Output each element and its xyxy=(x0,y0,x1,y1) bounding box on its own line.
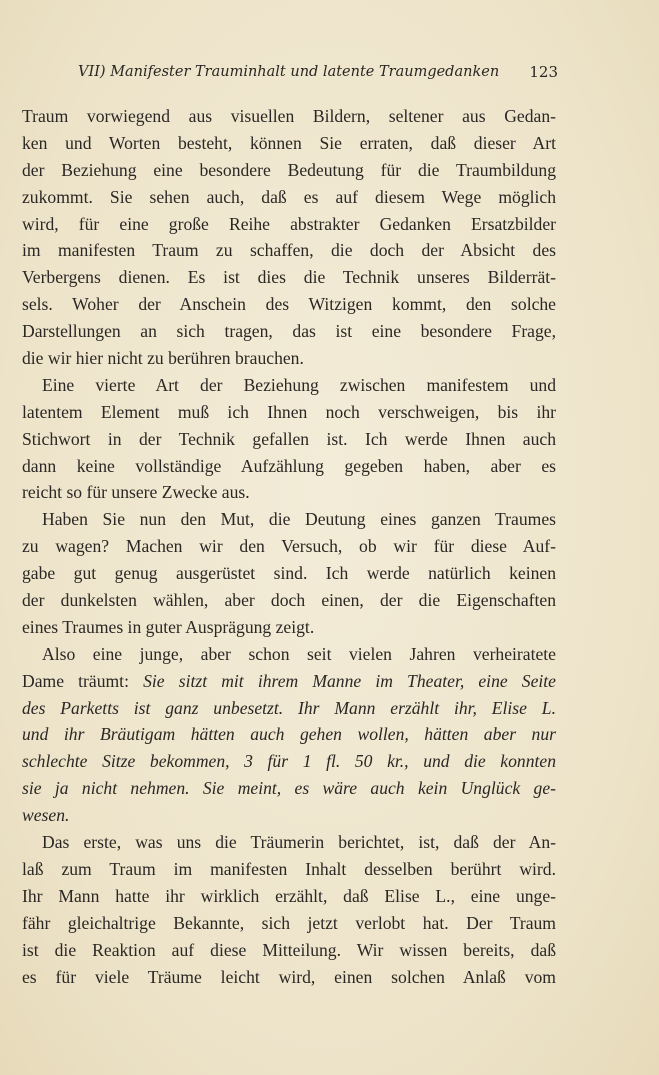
paragraph xyxy=(22,829,556,990)
text-line: laß zum Traum im manifesten Inhalt desselben berührt wird. xyxy=(22,858,556,879)
text-line: Verbergens dienen. Es ist dies die Technik unseres Bilderrät- xyxy=(22,267,556,288)
text-line: Das erste, was uns die Träumerin berichtet, ist, daß der An- xyxy=(42,832,556,853)
text-line: dann keine vollständige Aufzählung gegeben haben, aber es xyxy=(22,455,556,476)
text-line: der Beziehung eine besondere Bedeutung für die Traumbildung xyxy=(22,159,556,180)
paragraph xyxy=(22,103,556,372)
text-line: gabe gut genug ausgerüstet sind. Ich werde natürlich keinen xyxy=(22,563,556,584)
text-line: reicht so für unsere Zwecke aus. xyxy=(22,482,250,503)
text-line: Ihr Mann hatte ihr wirklich erzählt, daß Elise L., eine unge- xyxy=(22,885,556,906)
italic-line: des Parketts ist ganz unbesetzt. Ihr Mann erzählt ihr, Elise L. xyxy=(22,697,556,718)
text-line: die wir hier nicht zu berühren brauchen. xyxy=(22,348,304,369)
running-head-title: VII) Manifester Trauminhalt und latente Traumgedanken xyxy=(78,64,500,80)
italic-line: und ihr Bräutigam hätten auch gehen wollen, hätten aber nur xyxy=(22,724,556,745)
text-line: es für viele Träume leicht wird, einen solchen Anlaß vom xyxy=(22,966,556,987)
text-line: zu wagen? Machen wir den Versuch, ob wir für diese Auf- xyxy=(22,536,556,557)
text-line: Stichwort in der Technik gefallen ist. Ich werde Ihnen auch xyxy=(22,428,556,449)
text-line: latentem Element muß ich Ihnen noch verschweigen, bis ihr xyxy=(22,401,556,422)
text-line: wird, für eine große Reihe abstrakter Gedanken Ersatzbilder xyxy=(22,213,556,234)
text-line: zukommt. Sie sehen auch, daß es auf diesem Wege möglich xyxy=(22,186,556,207)
text-line: der dunkelsten wählen, aber doch einen, der die Eigenschaften xyxy=(22,590,556,611)
text-line: Also eine junge, aber schon seit vielen Jahren verheiratete xyxy=(42,643,556,664)
italic-line: sie ja nicht nehmen. Sie meint, es wäre auch kein Unglück ge- xyxy=(22,778,556,799)
text-line: ist die Reaktion auf diese Mitteilung. Wir wissen bereits, daß xyxy=(22,939,556,960)
text-line: eines Traumes in guter Ausprägung zeigt. xyxy=(22,616,315,637)
page-number: 123 xyxy=(529,63,558,81)
paragraph xyxy=(22,506,556,640)
paragraph-dream-report xyxy=(22,641,556,829)
italic-run: Sie sitzt mit ihrem Manne im Theater, eine Seite xyxy=(143,670,556,691)
text-line-mixed xyxy=(22,668,556,695)
text-line: im manifesten Traum zu schaffen, die doch der Absicht des xyxy=(22,240,556,261)
text-line: Eine vierte Art der Beziehung zwischen manifestem und xyxy=(42,374,556,395)
text-line: ken und Worten besteht, können Sie erraten, daß dieser Art xyxy=(22,132,556,153)
text-line: fähr gleichaltrige Bekannte, sich jetzt verlobt hat. Der Traum xyxy=(22,912,556,933)
body-text xyxy=(22,103,556,990)
text-line: Traum vorwiegend aus visuellen Bildern, seltener aus Gedan- xyxy=(22,106,556,126)
text-line: sels. Woher der Anschein des Witzigen kommt, den solche xyxy=(22,294,556,315)
text-line: Darstellungen an sich tragen, das ist eine besondere Frage, xyxy=(22,321,556,342)
text-run: Dame träumt: xyxy=(22,670,144,691)
text-line: Haben Sie nun den Mut, die Deutung eines ganzen Traumes xyxy=(42,509,556,530)
running-header xyxy=(78,60,558,86)
italic-line: schlechte Sitze bekommen, 3 für 1 fl. 50 kr., und die konnten xyxy=(22,751,556,772)
italic-line: wesen. xyxy=(22,805,70,826)
paragraph xyxy=(22,372,556,506)
